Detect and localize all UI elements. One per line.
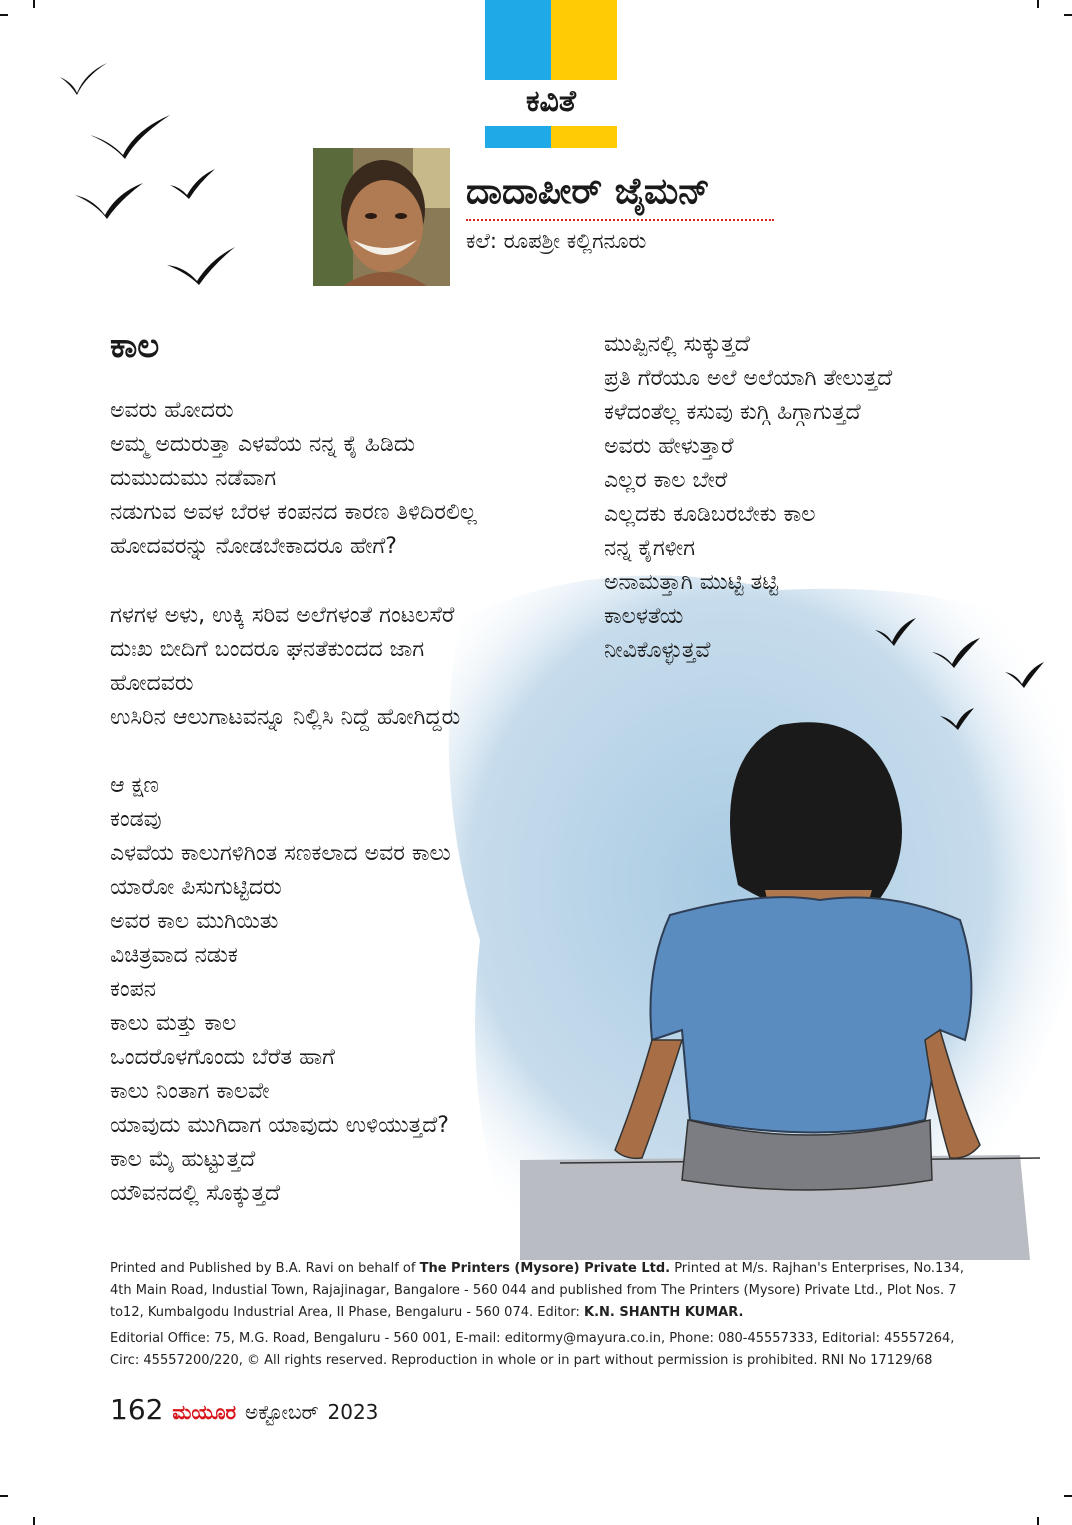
poem-stanza-3 — [110, 769, 451, 1211]
poem-line: ಪ್ರತಿ ಗೆರೆಯೂ ಅಲೆ ಅಲೆಯಾಗಿ ತೇಲುತ್ತದೆ — [604, 366, 893, 391]
poem-line: ದುಃಖ ಬೀದಿಗೆ ಬಂದರೂ ಘನತೆಕುಂದದ ಜಾಗ — [110, 637, 425, 662]
bird-icon — [167, 247, 235, 285]
poem-line: ಆ ಕ್ಷಣ — [110, 773, 160, 798]
editor-name: K.N. SHANTH KUMAR. — [584, 1305, 744, 1320]
poem-line: ಕಾಲ ಮೈ ಹುಟ್ಟುತ್ತದೆ — [110, 1147, 256, 1172]
crop-mark — [33, 0, 35, 8]
poem-line: ಅವರು ಹೋದರು — [110, 398, 234, 423]
page-number: 162 — [110, 1393, 164, 1426]
poem-line: ಕಂಡವು — [110, 807, 162, 832]
tab-blue-block — [485, 0, 551, 80]
tab-yellow-block — [551, 126, 617, 148]
poem-line: ಒಂದರೊಳಗೊಂದು ಬೆರೆತ ಹಾಗೆ — [110, 1045, 335, 1070]
poem-line: ವಿಚಿತ್ರವಾದ ನಡುಕ — [110, 943, 238, 968]
page-folio — [110, 1390, 378, 1432]
publisher-name: The Printers (Mysore) Private Ltd. — [419, 1261, 671, 1276]
poem-line: ಮುಪ್ಪಿನಲ್ಲಿ ಸುಕ್ಕುತ್ತದೆ — [604, 332, 750, 357]
poem-line: ಅವರ ಕಾಲ ಮುಗಿಯಿತು — [110, 909, 279, 934]
poem-title: ಕಾಲ — [110, 326, 160, 366]
poem-line: ಅನಾಮತ್ತಾಗಿ ಮುಟ್ಟಿ ತಟ್ಟಿ — [604, 570, 779, 595]
poem-line: ಅವರು ಹೇಳುತ್ತಾರೆ — [604, 434, 734, 459]
author-photo — [313, 148, 450, 286]
poem-line: ಗಳಗಳ ಅಳು, ಉಕ್ಕಿ ಸರಿವ ಅಲೆಗಳಂತೆ ಗಂಟಲಸೆರೆ — [110, 603, 455, 628]
crop-mark — [1064, 14, 1072, 16]
magazine-name: ಮಯೂರ — [172, 1400, 237, 1424]
poem-line: ಉಸಿರಿನ ಆಲುಗಾಟವನ್ನೂ ನಿಲ್ಲಿಸಿ ನಿದ್ದೆ ಹೋಗಿದ್ದರು — [110, 705, 461, 730]
poem-line: ಎಲ್ಲದಕು ಕೂಡಿಬರಬೇಕು ಕಾಲ — [604, 502, 816, 527]
poem-line: ದುಮುದುಮು ನಡೆವಾಗ — [110, 466, 277, 491]
imprint-text: Printed and Published by B.A. Ravi on behalf of — [110, 1261, 420, 1276]
poem-line: ಅಮ್ಮ ಅದುರುತ್ತಾ ಎಳವೆಯ ನನ್ನ ಕೈ ಹಿಡಿದು — [110, 432, 416, 457]
poem-right-column — [604, 328, 892, 668]
bird-icon — [75, 183, 143, 219]
imprint-text: Printed at M/s. Rajhan's Enterprises, No.134, 4th Main Road, Industial Town, Rajajinagar, Bangalore - 560 044 and published from The Printers (Mysore) Private Ltd., Plot Nos. 7 to12, Kumbalgodu Industrial Area, II Phase, Bengaluru - 560 074. Editor: — [110, 1261, 964, 1320]
author-divider — [466, 219, 774, 221]
issue-month: ಅಕ್ಟೋಬರ್ — [245, 1400, 319, 1424]
tab-blue-block — [485, 126, 551, 148]
issue-year: 2023 — [327, 1400, 379, 1424]
bird-icon — [60, 63, 107, 95]
poem-line: ಕಾಲು ಮತ್ತು ಕಾಲ — [110, 1011, 237, 1036]
poem-line: ಕಂಪನ — [110, 977, 156, 1002]
poem-line: ನೀವಿಕೊಳ್ಳುತ್ತವೆ — [604, 638, 711, 663]
editorial-office-line: Editorial Office: 75, M.G. Road, Bengaluru - 560 001, E-mail: editormy@mayura.co.in, Phone: 080-45557333, Editorial: 45557264, Circ: 45557200/220, © All rights reserved. Reproduction in whole or in part without permission is prohibited. RNI No 17129/68 — [110, 1331, 955, 1368]
poem-line: ಎಳವೆಯ ಕಾಲುಗಳಿಗಿಂತ ಸಣಕಲಾದ ಅವರ ಕಾಲು — [110, 841, 451, 866]
tab-yellow-block — [551, 0, 617, 80]
author-name: ದಾದಾಪೀರ್ ಜೈಮನ್ — [466, 171, 710, 212]
poem-stanza-1 — [110, 394, 477, 564]
birds-illustration — [55, 55, 255, 295]
poem-line: ಎಲ್ಲರ ಕಾಲ ಬೇರೆ — [604, 468, 728, 493]
poem-line: ಕಳೆದಂತೆಲ್ಲ ಕಸುವು ಕುಗ್ಗಿ ಹಿಗ್ಗಾಗುತ್ತದೆ — [604, 400, 861, 425]
poem-line: ಹೋದವರನ್ನು ನೋಡಬೇಕಾದರೂ ಹೇಗೆ? — [110, 534, 397, 559]
poem-line: ನಡುಗುವ ಅವಳ ಬೆರಳ ಕಂಪನದ ಕಾರಣ ತಿಳಿದಿರಲಿಲ್ಲ — [110, 500, 477, 525]
crop-mark — [1037, 1517, 1039, 1525]
poem-line: ಕಾಲು ನಿಂತಾಗ ಕಾಲವೇ — [110, 1079, 270, 1104]
crop-mark — [0, 14, 8, 16]
poem-line: ಹೋದವರು — [110, 671, 194, 696]
art-credit: ಕಲೆ: ರೂಪಶ್ರೀ ಕಲ್ಲಿಗನೂರು — [466, 229, 647, 253]
crop-mark — [1037, 0, 1039, 8]
crop-mark — [0, 1495, 8, 1497]
poem-line: ಕಾಲಳತೆಯ — [604, 604, 684, 629]
bird-icon — [90, 115, 170, 159]
poem-line: ನನ್ನ ಕೈಗಳೀಗ — [604, 536, 696, 561]
imprint-line — [110, 1258, 970, 1324]
poem-line: ಯಾವುದು ಮುಗಿದಾಗ ಯಾವುದು ಉಳಿಯುತ್ತದೆ? — [110, 1113, 449, 1138]
crop-mark — [1064, 1495, 1072, 1497]
section-tab — [485, 0, 617, 148]
bird-icon — [170, 169, 215, 199]
poem-stanza-2 — [110, 599, 460, 735]
poem-line: ಯಾರೋ ಪಿಸುಗುಟ್ಟಿದರು — [110, 875, 282, 900]
crop-mark — [33, 1517, 35, 1525]
section-label: ಕವಿತೆ — [526, 84, 576, 119]
poem-line: ಯೌವನದಲ್ಲಿ ಸೊಕ್ಕುತ್ತದೆ — [110, 1181, 281, 1206]
